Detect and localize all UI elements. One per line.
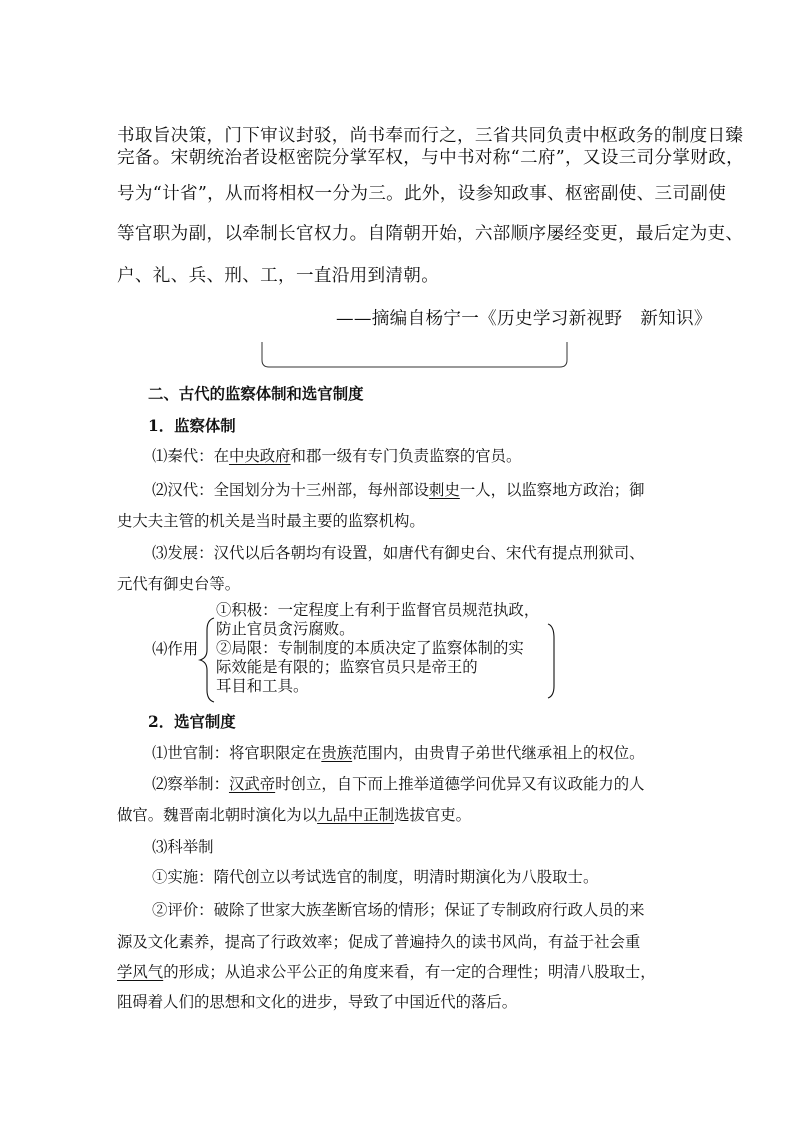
han-pre: ⑵汉代：全国划分为十三州部，每州部设 <box>152 481 430 499</box>
keju-eval-line-3 <box>117 960 656 982</box>
excerpt-line-2: 完备。宋朝统治者设枢密院分掌军权，与中书对称“二府”，又设三司分掌财政， <box>117 148 744 168</box>
chaju-line2-pre: 做官。魏晋南北朝时演化为以 <box>117 806 318 824</box>
shiguan-line <box>152 741 645 763</box>
section-2-heading: 二、古代的监察体制和选官制度 <box>148 385 364 403</box>
shiguan-underline: 贵族 <box>321 744 353 762</box>
sub1-heading: 1．监察体制 <box>148 417 236 435</box>
excerpt-line-3: 号为“计省”，从而将相权一分为三。此外，设参知政事、枢密副使、三司副使 <box>117 184 727 204</box>
shiguan-post: 范围内，由贵胄子弟世代继承祖上的权位。 <box>352 744 645 762</box>
keju-heading: ⑶科举制 <box>152 838 214 856</box>
role-line-1: ①积极：一定程度上有利于监督官员规范执政， <box>216 601 540 619</box>
dev-line-1: ⑶发展：汉代以后各朝均有设置，如唐代有御史台、宋代有提点刑狱司、 <box>152 544 645 562</box>
han-underline: 刺史 <box>429 481 460 499</box>
role-line-3: ②局限：专制制度的本质决定了监察体制的实 <box>216 639 524 657</box>
chaju-underline: 汉武帝 <box>228 775 276 793</box>
qin-post: 和郡一级有专门负责监察的官员。 <box>290 447 522 465</box>
excerpt-line-1: 书取旨决策，门下审议封驳，尚书奉而行之，三省共同负责中枢政务的制度日臻 <box>117 126 744 146</box>
role-line-4: 际效能是有限的；监察官员只是帝王的 <box>216 658 478 676</box>
keju-eval-line-4: 阻碍着人们的思想和文化的进步，导致了中国近代的落后。 <box>117 993 518 1011</box>
role-line-5: 耳目和工具。 <box>216 677 309 695</box>
chaju-line-2 <box>117 803 471 825</box>
chaju-pre: ⑵察举制： <box>152 775 229 793</box>
excerpt-source: ——摘编自杨宁一《历史学习新视野 新知识》 <box>336 309 712 329</box>
chaju-line2-underline: 九品中正制 <box>317 806 395 824</box>
han-line-2: 史大夫主管的机关是当时最主要的监察机构。 <box>117 512 425 530</box>
qin-pre: ⑴秦代：在 <box>152 447 229 465</box>
keju-eval-line-1: ②评价：破除了世家大族垄断官场的情形；保证了专制政府行政人员的来 <box>152 901 645 919</box>
sub2-heading: 2．选官制度 <box>148 713 236 731</box>
chaju-post: 时创立，自下而上推举道德学问优异又有议政能力的人 <box>275 775 645 793</box>
dev-line-2: 元代有御史台等。 <box>117 575 241 593</box>
chaju-line2-post: 选拔官吏。 <box>394 806 472 824</box>
role-line-2: 防止官员贪污腐败。 <box>216 620 355 638</box>
excerpt-line-5: 户、礼、兵、刑、工，一直沿用到清朝。 <box>117 266 440 286</box>
excerpt-line-4: 等官职为副，以牵制长官权力。自隋朝开始，六部顺序屡经变更，最后定为吏、 <box>117 224 744 244</box>
role-label: ⑷作用 <box>152 640 199 658</box>
chaju-line-1 <box>152 772 645 794</box>
han-post: 一人，以监察地方政治；御 <box>459 481 645 499</box>
keju-eval-line-3-post: 的形成；从追求公平公正的角度来看，有一定的合理性；明清八股取士， <box>163 963 656 981</box>
qin-underline: 中央政府 <box>228 447 291 465</box>
keju-impl: ①实施：隋代创立以考试选官的制度，明清时期演化为八股取士。 <box>152 868 599 886</box>
keju-eval-line-2: 源及文化素养，提高了行政效率；促成了普遍持久的读书风尚，有益于社会重 <box>117 933 641 951</box>
shiguan-pre: ⑴世官制：将官职限定在 <box>152 744 322 762</box>
keju-eval-underline: 学风气 <box>117 963 164 981</box>
